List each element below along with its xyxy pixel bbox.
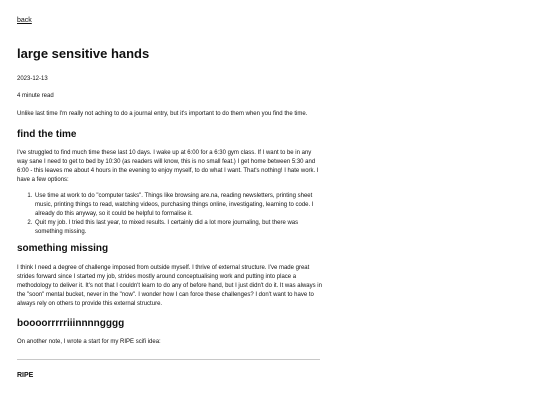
something-missing-paragraph: I think I need a degree of challenge imposed from outside myself. I thrive of external structure. I've made great strides forward since I started my job, strides mostly around conceptualising work and putting into place a methodology to deliver it. It's not that I couldn't learn to do any of before hand, but I just didn't do it. It was always in the "soon" mental bucket, never in the "now". I wonder how I can force these challenges? I don't want to have to always rely on others to provide this external structure. — [17, 265, 322, 307]
divider — [17, 359, 320, 360]
post-title: large sensitive hands — [17, 46, 150, 61]
read-time: 4 minute read — [17, 93, 54, 99]
section-heading-something-missing: something missing — [17, 243, 109, 254]
post-date: 2023-12-13 — [17, 76, 48, 82]
section-heading-find-the-time: find the time — [17, 129, 77, 140]
list-item: 2. Quit my job. I tried this last year, to mixed results. I certainly did a lot more journaling, but there was something missing. — [34, 219, 322, 237]
note-paragraph: On another note, I wrote a start for my RIPE scifi idea: — [17, 339, 161, 345]
intro-paragraph: Unlike last time I'm really not aching to do a journal entry, but it's important to do them when you find the time. — [17, 111, 308, 117]
subheading-ripe: RIPE — [17, 372, 34, 379]
options-list — [17, 192, 322, 237]
list-item: 1. Use time at work to do "computer tasks". Things like browsing are.na, reading newsletters, printing sheet music, printing things to read, watching videos, purchasing things online, investigating, learning to code. I already do this anyway, so it could be helpful to formalise it. — [34, 192, 322, 219]
find-the-time-paragraph: I've struggled to find much time these last 10 days. I wake up at 6:00 for a 6:30 gym class. If I want to be in any way sane I need to get to bed by 10:30 (as readers will know, this is no small feat.) I get home between 5:30 and 6:00 - this leaves me about 4 hours in the evening to enjoy myself, to do what I want. That's nothing! I hate work. I have a few options: — [17, 150, 319, 183]
section-heading-boring: boooorrrrriiinnnngggg — [17, 318, 125, 329]
back-link[interactable]: back — [17, 17, 32, 24]
